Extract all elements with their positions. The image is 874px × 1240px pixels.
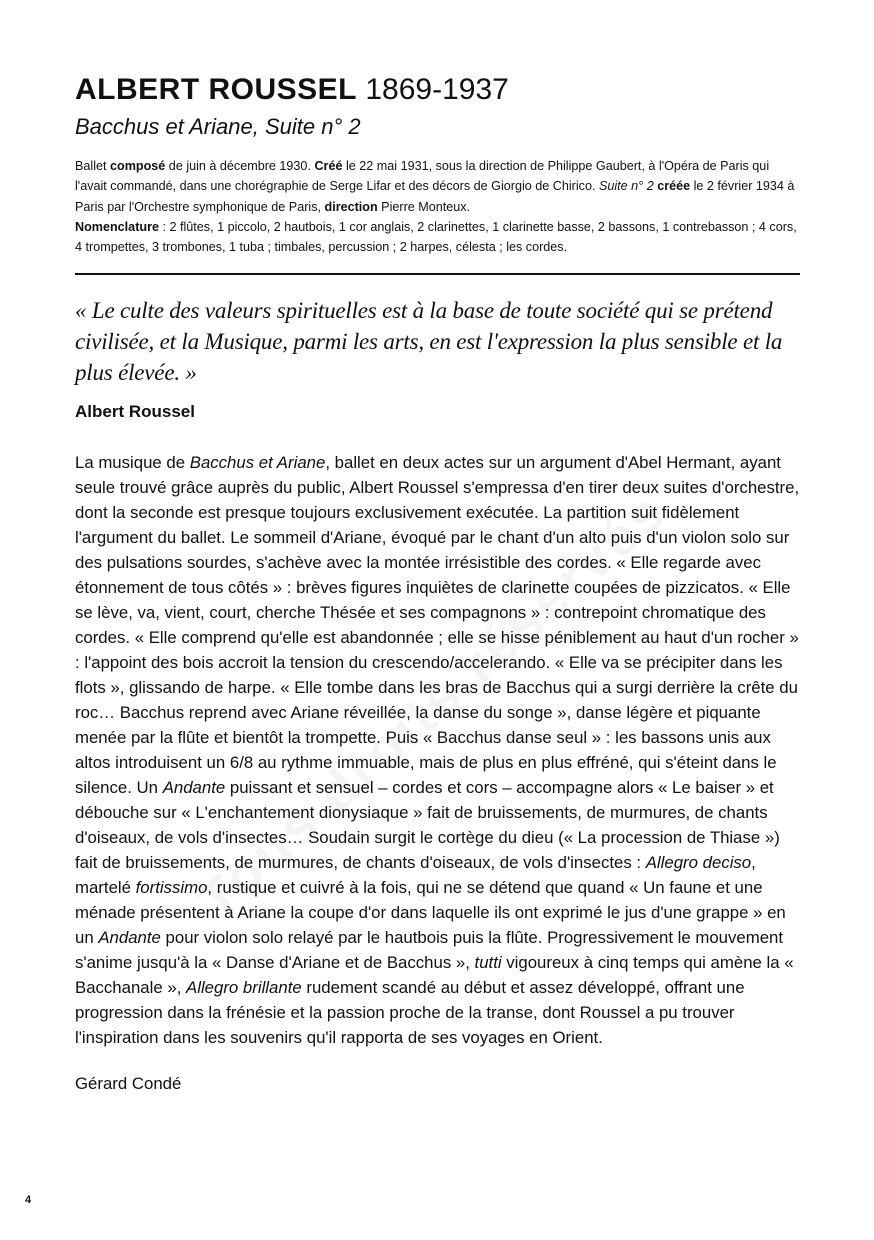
- nomenclature-label: Nomenclature: [75, 219, 159, 234]
- nomenclature: [75, 217, 800, 258]
- work-title: Bacchus et Ariane, Suite n° 2: [75, 114, 361, 139]
- work-info: Ballet composé de juin à décembre 1930. Créé le 22 mai 1931, sous la direction de Philippe Gaubert, à l'Opéra de Paris qui l'avait commandé, dans une chorégraphie de Serge Lifar et des décors de Giorgio de Chirico. Suite n° 2 créée le 2 février 1934 à Paris par l'Orchestre symphonique de Paris, direction Pierre Monteux.: [75, 159, 795, 214]
- author-signature: Gérard Condé: [75, 1074, 182, 1094]
- page-number: 4: [25, 1194, 32, 1206]
- composer-name: ALBERT ROUSSEL: [75, 73, 358, 106]
- page-content: [75, 70, 800, 1096]
- program-note: La musique de Bacchus et Ariane, ballet en deux actes sur un argument d'Abel Hermant, ayant seule trouvé grâce auprès du public, Albert Roussel s'empressa d'en tirer deux suites d'orchestre, dont la seconde est presque toujours exclusivement exécutée. La partition suit fidèlement l'argument du ballet. Le sommeil d'Ariane, évoqué par le chant d'un alto puis d'un violon solo sur des pulsations sourdes, s'achève avec la montée irrésistible des cordes. « Elle regarde avec étonnement de tous côtés » : brèves figures inquiètes de clarinette coupées de pizzicatos. « Elle se lève, va, vient, court, cherche Thésée et ses compagnons » : contrepoint chromatique des cordes. « Elle comprend qu'elle est abandonnée ; elle se hisse péniblement au haut d'un rocher » : l'appoint des bois accroit la tension du crescendo/accelerando. « Elle va se précipiter dans les flots », glissando de harpe. « Elle tombe dans les bras de Bacchus qui a surgi derrière la crête du roc… Bacchus reprend avec Ariane réveillée, la danse du songe », danse légère et piquante menée par la flûte et bientôt la trompette. Puis « Bacchus danse seul » : les bassons unis aux altos introduisent un 6/8 au rythme immuable, mais de plus en plus effréné, qui s'éteint dans le silence. Un Andante puissant et sensuel – cordes et cors – accompagne alors « Le baiser » et débouche sur « L'enchantement dionysiaque » fait de bruissements, de murmures, de chants d'oiseaux, de vols d'insectes… Soudain surgit le cortège du dieu (« La procession de Thiase ») fait de bruissements, de murmures, de chants d'oiseaux, de vols d'insectes : Allegro deciso, martelé fortissimo, rustique et cuivré à la fois, qui ne se détend que quand « Un faune et une ménade présentent à Ariane la coupe d'or dans laquelle ils ont exprimé le jus d'une grappe » en un Andante pour violon solo relayé par le hautbois puis la flûte. Progressivement le mouvement s'anime jusqu'à la « Danse d'Ariane et de Bacchus », tutti vigoureux à cinq temps qui amène la « Bacchanale », Allegro brillante rudement scandé au début et assez développé, offrant une progression dans la frénésie et la passion proche de la transe, dont Roussel a pu trouver l'inspiration dans les souvenirs qu'il rapporta de ses voyages en Orient.: [75, 453, 800, 1048]
- page-title: [75, 70, 800, 110]
- composer-dates: 1869-1937: [365, 73, 509, 106]
- nomenclature-text: : 2 flûtes, 1 piccolo, 2 hautbois, 1 cor anglais, 2 clarinettes, 1 clarinette basse, 2 bassons, 1 contrebasson ; 4 cors, 4 trompettes, 3 trombones, 1 tuba ; timbales, percussion ; 2 harpes, célesta ; les cordes.: [75, 219, 797, 255]
- epigraph-quote: « Le culte des valeurs spirituelles est à la base de toute société qui se prétend civilisée, et la Musique, parmi les arts, en est l'expression la plus sensible et la plus élevée. »: [75, 298, 783, 386]
- quote-author: Albert Roussel: [75, 402, 195, 422]
- divider: [75, 273, 800, 275]
